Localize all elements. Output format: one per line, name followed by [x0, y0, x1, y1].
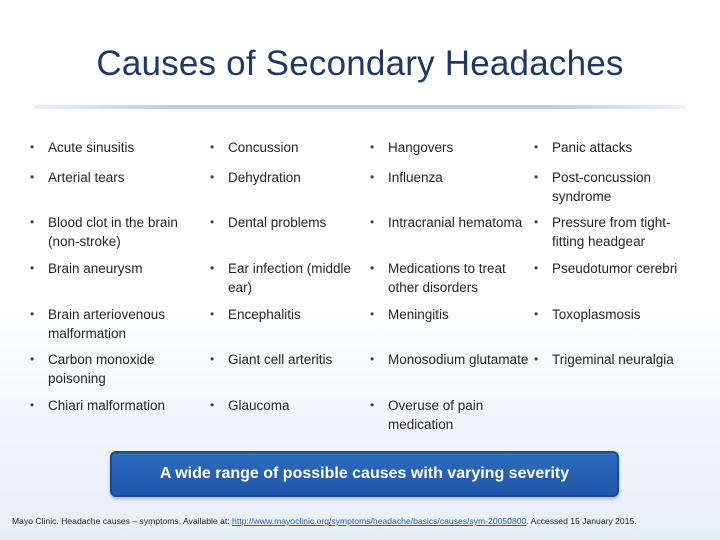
reference-link[interactable]: http://www.mayoclinic.org/symptoms/headache/basics/causes/sym-20050800 [232, 516, 527, 526]
cause-item [28, 396, 208, 415]
cause-label: Chiari malformation [48, 398, 166, 413]
bullet-icon: • [370, 170, 375, 184]
bullet-icon: • [30, 261, 35, 275]
cause-item [28, 259, 208, 278]
bullet-icon: • [534, 352, 539, 366]
cause-item [208, 305, 368, 324]
cause-item [368, 259, 532, 297]
causes-row [28, 350, 700, 396]
cause-label: Trigeminal neuralgia [552, 352, 674, 367]
cause-item [208, 396, 368, 415]
cause-item [208, 350, 368, 369]
bullet-icon: • [370, 352, 375, 366]
cause-item [208, 138, 368, 157]
cause-label: Arterial tears [48, 170, 125, 185]
bullet-icon: • [30, 140, 35, 154]
cause-item [368, 305, 532, 324]
cause-label: Medications to treat other disorders [388, 261, 506, 295]
cause-item [28, 213, 208, 251]
bullet-icon: • [370, 398, 375, 412]
bullet-icon: • [30, 352, 35, 366]
bullet-icon: • [370, 140, 375, 154]
bullet-icon: • [210, 170, 215, 184]
cause-label: Acute sinusitis [48, 140, 135, 155]
cause-label: Dehydration [228, 170, 301, 185]
reference-suffix: . Accessed 15 January 2015. [526, 516, 637, 526]
causes-row [28, 396, 700, 442]
causes-row [28, 138, 700, 168]
cause-label: Glaucoma [228, 398, 290, 413]
cause-label: Brain arteriovenous malformation [48, 307, 166, 341]
cause-item [28, 305, 208, 343]
bullet-icon: • [210, 307, 215, 321]
cause-label: Monosodium glutamate [388, 352, 529, 367]
slide-title: Causes of Secondary Headaches [96, 44, 624, 83]
causes-row [28, 259, 700, 305]
bullet-icon: • [30, 215, 35, 229]
cause-item [208, 168, 368, 187]
causes-grid [28, 138, 700, 442]
summary-callout-text: A wide range of possible causes with varying severity [159, 465, 570, 482]
cause-item [368, 213, 532, 232]
cause-label: Post-concussion syndrome [552, 170, 652, 204]
summary-callout [110, 451, 619, 497]
bullet-icon: • [210, 352, 215, 366]
cause-item [532, 305, 700, 324]
cause-item [532, 350, 700, 369]
cause-label: Giant cell arteritis [228, 352, 333, 367]
bullet-icon: • [370, 261, 375, 275]
cause-label: Ear infection (middle ear) [228, 261, 352, 295]
cause-label: Overuse of pain medication [388, 398, 484, 432]
cause-item [28, 350, 208, 388]
cause-label: Brain aneurysm [48, 261, 143, 276]
reference-footnote [12, 516, 712, 526]
cause-label: Blood clot in the brain (non-stroke) [48, 215, 178, 249]
cause-item [208, 259, 368, 297]
bullet-icon: • [210, 215, 215, 229]
bullet-icon: • [534, 261, 539, 275]
causes-row [28, 213, 700, 259]
cause-item [532, 213, 700, 251]
bullet-icon: • [210, 261, 215, 275]
cause-label: Toxoplasmosis [552, 307, 641, 322]
reference-prefix: Mayo Clinic. Headache causes – symptoms. Available at: [12, 516, 233, 526]
cause-label: Dental problems [228, 215, 327, 230]
cause-label: Encephalitis [228, 307, 301, 322]
cause-item [532, 259, 700, 278]
cause-item [368, 350, 532, 369]
cause-item [532, 168, 700, 206]
cause-label: Influenza [388, 170, 443, 185]
bullet-icon: • [30, 307, 35, 321]
cause-label: Intracranial hematoma [388, 215, 523, 230]
causes-row [28, 305, 700, 350]
cause-label: Concussion [228, 140, 299, 155]
causes-row [28, 168, 700, 213]
cause-item [28, 168, 208, 187]
bullet-icon: • [370, 307, 375, 321]
cause-item [532, 138, 700, 157]
cause-label: Hangovers [388, 140, 454, 155]
bullet-icon: • [210, 398, 215, 412]
bullet-icon: • [370, 215, 375, 229]
bullet-icon: • [534, 140, 539, 154]
cause-item [28, 138, 208, 157]
cause-label: Panic attacks [552, 140, 633, 155]
cause-item [208, 213, 368, 232]
cause-item [368, 168, 532, 187]
bullet-icon: • [30, 398, 35, 412]
bullet-icon: • [534, 170, 539, 184]
bullet-icon: • [210, 140, 215, 154]
cause-label: Carbon monoxide poisoning [48, 352, 155, 386]
cause-label: Pseudotumor cerebri [552, 261, 678, 276]
bullet-icon: • [534, 307, 539, 321]
cause-item [368, 138, 532, 157]
cause-item [368, 396, 532, 434]
bullet-icon: • [534, 215, 539, 229]
bullet-icon: • [30, 170, 35, 184]
cause-label: Pressure from tight-fitting headgear [552, 215, 671, 249]
title-divider [34, 105, 686, 109]
cause-label: Meningitis [388, 307, 449, 322]
